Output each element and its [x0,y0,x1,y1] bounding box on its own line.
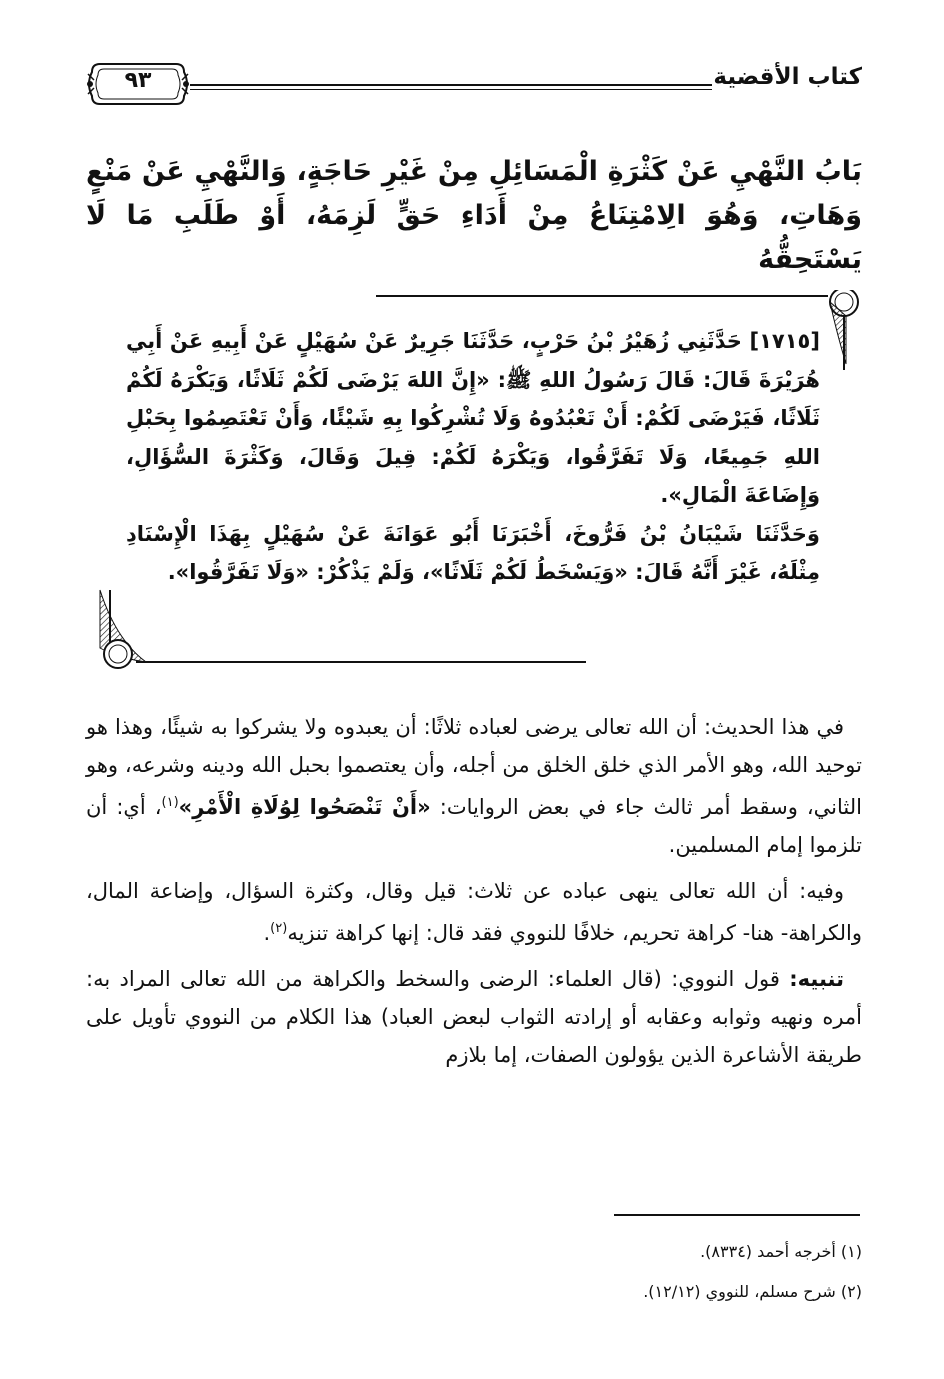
footnotes [86,1232,862,1312]
header-rule [190,84,712,86]
note-label: تنبيه: [789,967,844,991]
hadith-paragraph: وَحَدَّثَنَا شَيْبَانُ بْنُ فَرُّوخَ، أَخْبَرَنَا أَبُو عَوَانَةَ عَنْ سُهَيْلٍ بِهَذَا الْإِسْنَادِ مِثْلَهُ، غَيْرَ أَنَّهُ قَالَ: «وَيَسْخَطُ لَكُمْ ثَلَاثًا»، وَلَمْ يَذْكُرْ: «وَلَا تَفَرَّقُوا». [126,521,820,584]
footnote-ref[interactable]: (١) [161,795,179,810]
commentary-text: . [263,921,271,945]
chapter-heading: بَابُ النَّهْيِ عَنْ كَثْرَةِ الْمَسَائِلِ مِنْ غَيْرِ حَاجَةٍ، وَالنَّهْيِ عَنْ مَنْعٍ وَهَاتِ، وَهُوَ الِامْتِنَاعُ مِنْ أَدَاءِ حَقٍّ لَزِمَهُ، أَوْ طَلَبِ مَا لَا يَسْتَحِقُّهُ [86,156,862,275]
commentary-text: وفيه: أن الله تعالى ينهى عباده عن ثلاث: قيل وقال، وكثرة السؤال، وإضاعة المال، والكراهة- هنا- كراهة تحريم، خلافًا للنووي فقد قال: إنها كراهة تنزيه [86,879,862,945]
hadith-text [126,322,820,592]
commentary-text: في هذا الحديث: أن الله تعالى يرضى لعباده ثلاثًا: أن يعبدوه ولا يشركوا به شيئًا، وهذا هو توحيد الله، وهو الأمر الذي خلق الخلق من أجله، وأن يعتصموا بحبل الله ودينه وشرعه، وهو الثاني، وسقط أمر ثالث جاء في بعض الروايات: [86,715,862,819]
footnote: (١) أخرجه أحمد (٨٣٣٤). [700,1242,862,1261]
commentary-paragraph [86,708,862,864]
commentary-paragraph [86,960,862,1074]
commentary-text: قول النووي: (قال العلماء: الرضى والسخط والكراهة من الله تعالى المراد به: أمره ونهيه وثوابه وعقابه أو إرادته الثواب لبعض العباد) هذا الكلام من النووي تأويل على طريقة الأشاعرة الذين يؤولون الصفات، إما بلازم [86,967,862,1067]
footnote-separator [614,1214,860,1216]
header-rule-thin [190,89,712,90]
page-number: ٩٣ [124,68,152,93]
footnote-ref[interactable]: (٢) [270,921,288,936]
commentary-paragraph [86,872,862,952]
running-header [86,58,862,108]
commentary [86,708,862,1082]
footnote: (٢) شرح مسلم، للنووي (١٢/١٢). [643,1282,862,1301]
quoted-hadith: «أَنْ تَنْصَحُوا لِوُلَاةِ الْأَمْرِ» [178,795,431,819]
hadith-paragraph: [١٧١٥] حَدَّثَنِي زُهَيْرُ بْنُ حَرْبٍ، حَدَّثَنَا جَرِيرٌ عَنْ سُهَيْلٍ عَنْ أَبِيهِ عَنْ أَبِي هُرَيْرَةَ قَالَ: قَالَ رَسُولُ اللهِ ﷺ: «إِنَّ اللهَ يَرْضَى لَكُمْ ثَلَاثًا، وَيَكْرَهُ لَكُمْ ثَلَاثًا، فَيَرْضَى لَكُمْ: أَنْ تَعْبُدُوهُ وَلَا تُشْرِكُوا بِهِ شَيْئًا، وَأَنْ تَعْتَصِمُوا بِحَبْلِ اللهِ جَمِيعًا، وَلَا تَفَرَّقُوا، وَيَكْرَهُ لَكُمْ: قِيلَ وَقَالَ، وَكَثْرَةَ السُّؤَالِ، وَإِضَاعَةَ الْمَالِ». [126,329,820,507]
commentary-text: ، أي: أن تلزموا إمام المسلمين. [86,795,862,857]
book-title: كتاب الأقضية [713,64,862,90]
page-number-ornament [86,60,190,108]
